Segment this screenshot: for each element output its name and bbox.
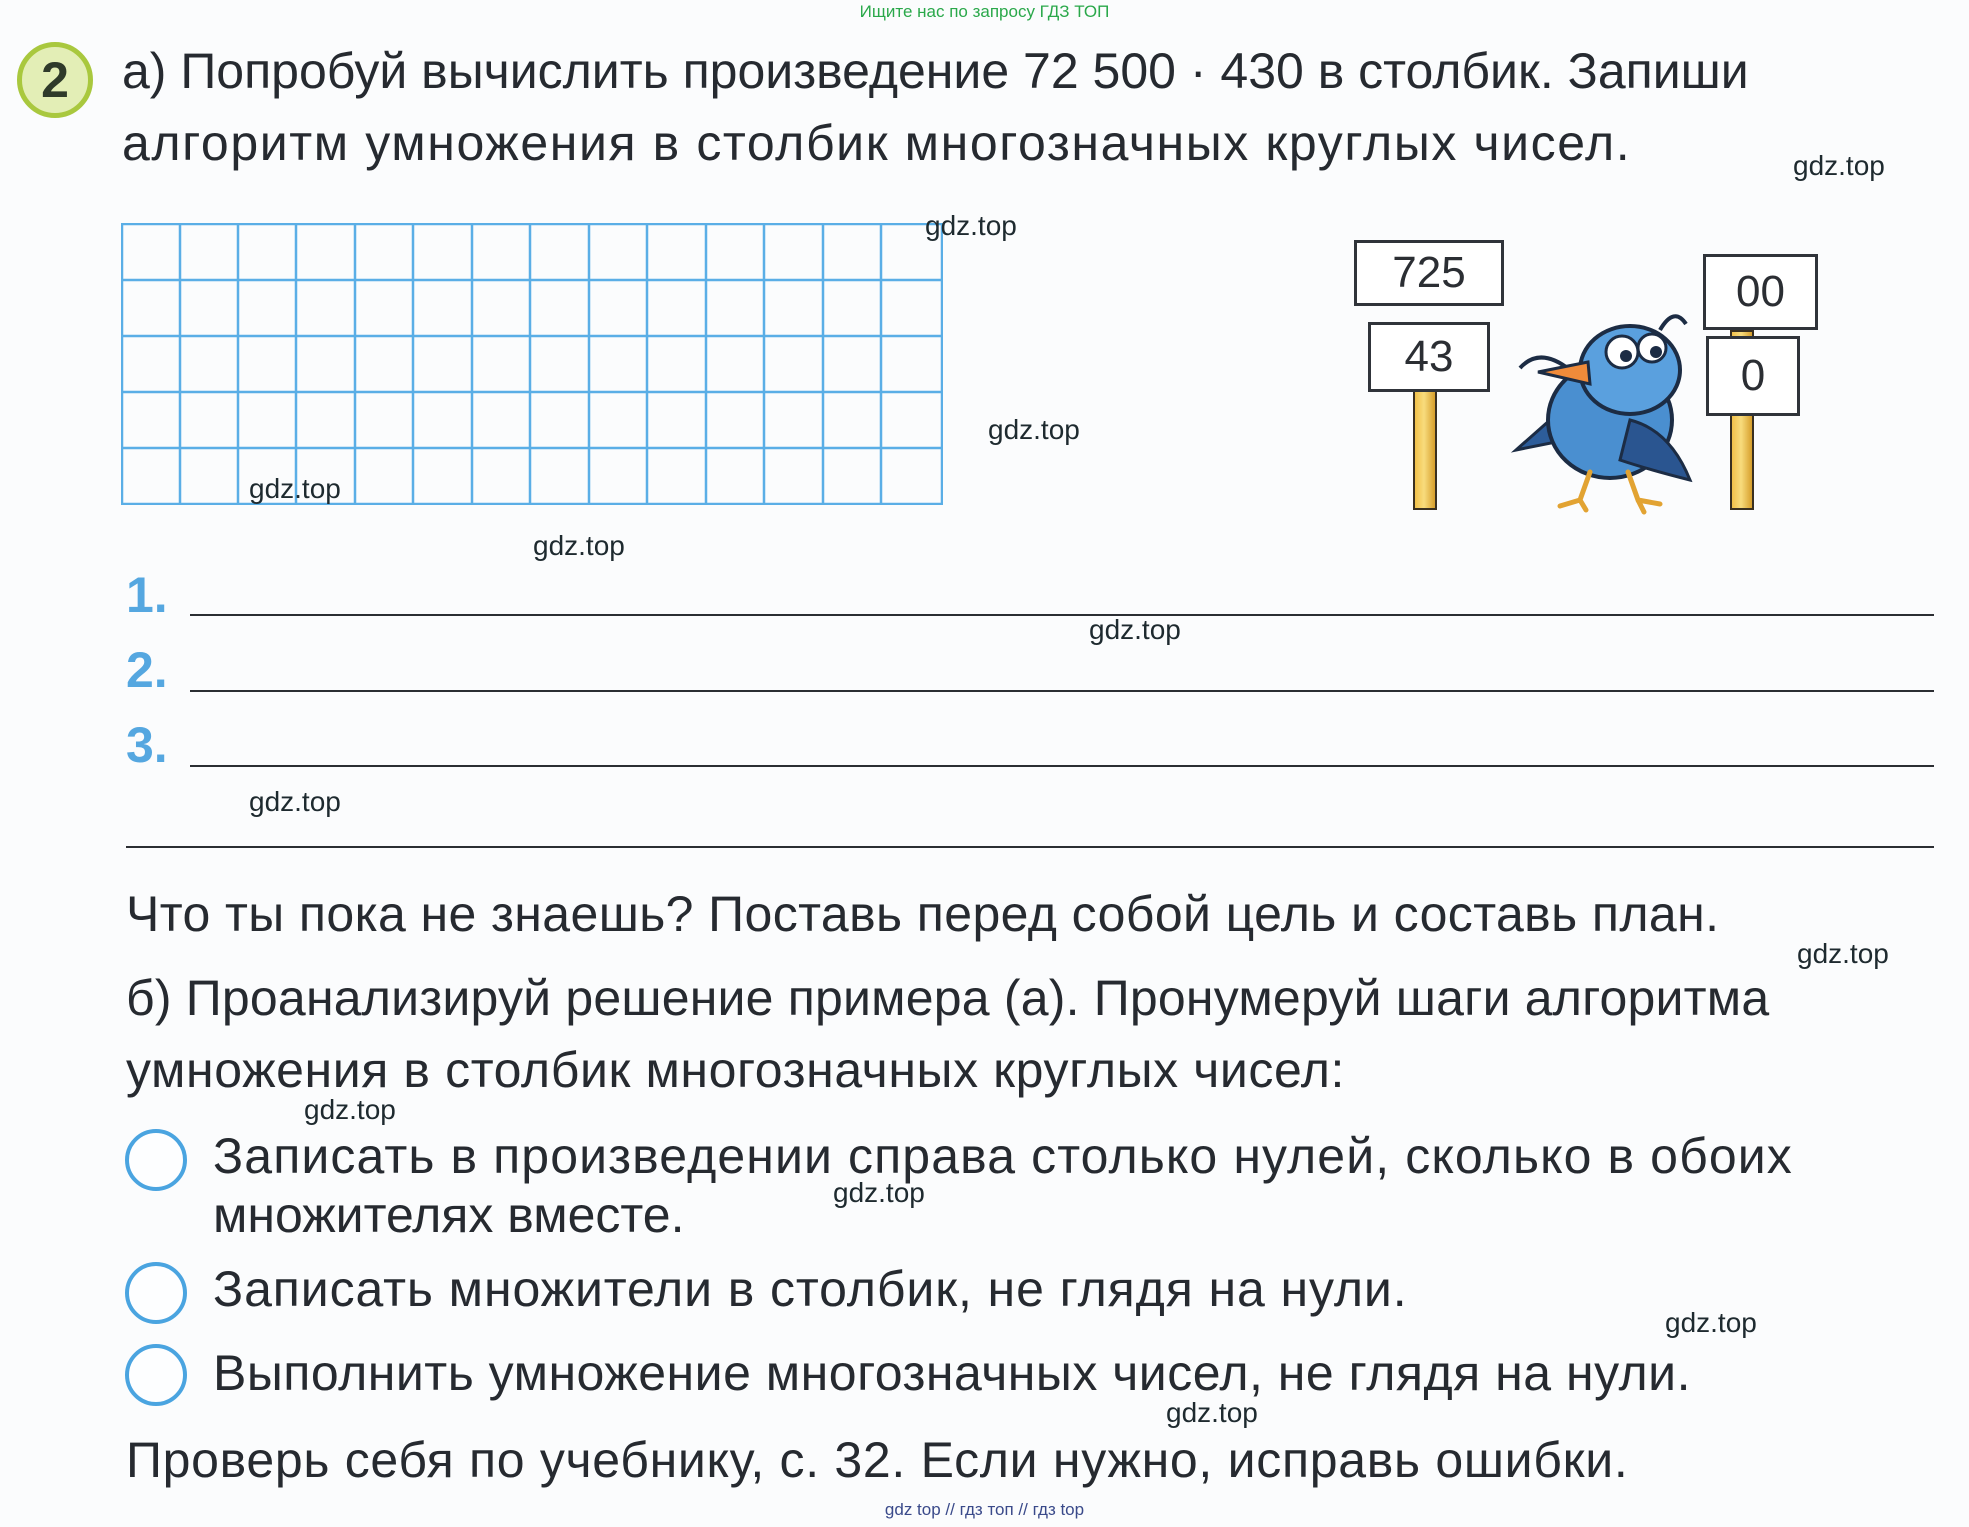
step-3-number-circle[interactable] (125, 1344, 187, 1406)
watermark: gdz.top (833, 1177, 925, 1208)
step-3-text: Выполнить умножение многозначных чисел, не глядя на нули. (213, 1345, 1691, 1401)
watermark: gdz.top (1166, 1397, 1258, 1428)
answer-line-extra[interactable] (126, 846, 1934, 848)
task-number-badge: 2 (17, 42, 93, 118)
sign-00: 00 (1703, 254, 1818, 330)
step-2-text: Записать множители в столбик, не глядя на нули. (213, 1261, 1408, 1317)
answer-line-1[interactable] (190, 614, 1934, 616)
answer-line-2-label: 2. (126, 642, 168, 698)
sign-725: 725 (1354, 240, 1504, 306)
footer-note: gdz top // гдз топ // гдз top (884, 1500, 1085, 1519)
answer-line-3[interactable] (190, 765, 1934, 767)
step-1-number-circle[interactable] (125, 1129, 187, 1191)
answer-line-3-label: 3. (126, 717, 168, 773)
sign-0: 0 (1706, 336, 1800, 416)
sign-43: 43 (1368, 322, 1490, 392)
step-1-text-line-1: Записать в произведении справа столько нулей, сколько в обоих (213, 1128, 1793, 1184)
part-a-line-1: а) Попробуй вычислить произведение 72 500 · 430 в столбик. Запиши (122, 43, 1749, 99)
calculation-grid[interactable] (121, 223, 943, 505)
watermark: gdz.top (249, 473, 341, 504)
watermark: gdz.top (1793, 150, 1885, 181)
watermark: gdz.top (925, 210, 1017, 241)
answer-line-2[interactable] (190, 690, 1934, 692)
watermark: gdz.top (988, 414, 1080, 445)
part-a-line-2: алгоритм умножения в столбик многозначных круглых чисел. (122, 115, 1632, 171)
part-b-line-2: умножения в столбик многозначных круглых чисел: (126, 1042, 1346, 1098)
check-text: Проверь себя по учебнику, с. 32. Если нужно, исправь ошибки. (126, 1432, 1629, 1488)
step-2-number-circle[interactable] (125, 1262, 187, 1324)
bird-illustration (1510, 300, 1710, 520)
watermark: gdz.top (1089, 614, 1181, 645)
step-1-text-line-2: множителях вместе. (213, 1187, 685, 1243)
part-b-line-1: б) Проанализируй решение примера (а). Пронумеруй шаги алгоритма (126, 970, 1770, 1026)
header-note: Ищите нас по запросу ГДЗ ТОП (859, 2, 1110, 21)
watermark: gdz.top (533, 530, 625, 561)
watermark: gdz.top (1665, 1307, 1757, 1338)
question-text: Что ты пока не знаешь? Поставь перед собой цель и составь план. (126, 886, 1720, 942)
watermark: gdz.top (1797, 938, 1889, 969)
watermark: gdz.top (304, 1094, 396, 1125)
answer-line-1-label: 1. (126, 567, 168, 623)
watermark: gdz.top (249, 786, 341, 817)
